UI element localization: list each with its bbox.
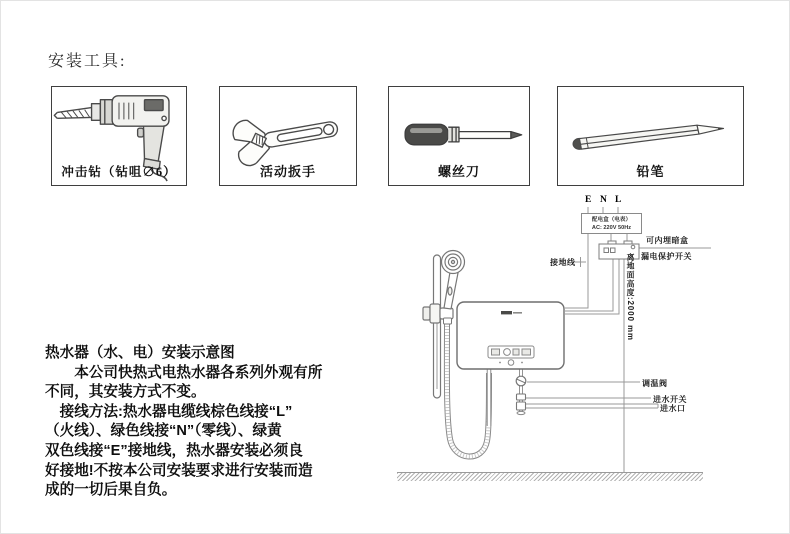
distribution-box	[581, 213, 642, 234]
terminal-l: L	[615, 195, 622, 205]
installation-diagram	[1, 1, 790, 534]
instructions-line: 不同，其安装方式不变。	[45, 384, 206, 401]
instructions-line: 热水器（水、电）安装示意图	[45, 345, 235, 361]
distribution-box-title: 配电盒（电表）	[591, 217, 632, 223]
concealed-box-label: 可内埋暗盒	[646, 236, 689, 245]
tool-label: 铅笔	[636, 164, 665, 179]
tool-label: 螺丝刀	[437, 164, 480, 179]
shower-head	[442, 251, 465, 310]
instructions-line: 本公司快热式电热水器各系列外观有所	[45, 364, 323, 381]
instructions-line: 双色线接“E”接地线，热水器安装必须良	[45, 442, 303, 459]
ground-wire-label: 接地线	[550, 258, 576, 267]
terminal-n: N	[600, 195, 607, 205]
page-title: 安装工具:	[48, 53, 127, 70]
inlet-switch-label: 进水开关	[653, 394, 687, 404]
terminal-e: E	[585, 195, 592, 205]
tool-label: 活动扳手	[259, 164, 316, 179]
ground-line	[397, 472, 703, 481]
leakage-protector-label: 漏电保护开关	[641, 251, 692, 261]
instructions-line: 好接地!不按本公司安装要求进行安装而造	[45, 462, 313, 479]
inlet-assembly	[516, 369, 526, 415]
height-from-ground-label: 离地面高度:2000 mm	[626, 253, 635, 341]
water-heater	[457, 302, 564, 369]
tool-label: 冲击钻（钻咀∅6）	[61, 165, 177, 179]
instructions-line: 成的一切后果自负。	[45, 482, 177, 499]
temp-valve-label: 调温阀	[642, 379, 668, 388]
instructions-line: 接线方法:热水器电缆线棕色线接“L”	[45, 403, 293, 420]
inlet-label: 进水口	[660, 403, 686, 413]
distribution-box-rating: AC: 220V 50Hz	[591, 225, 632, 231]
instructions-line: （火线）、绿色线接“N”（零线）、绿黄	[45, 423, 282, 440]
